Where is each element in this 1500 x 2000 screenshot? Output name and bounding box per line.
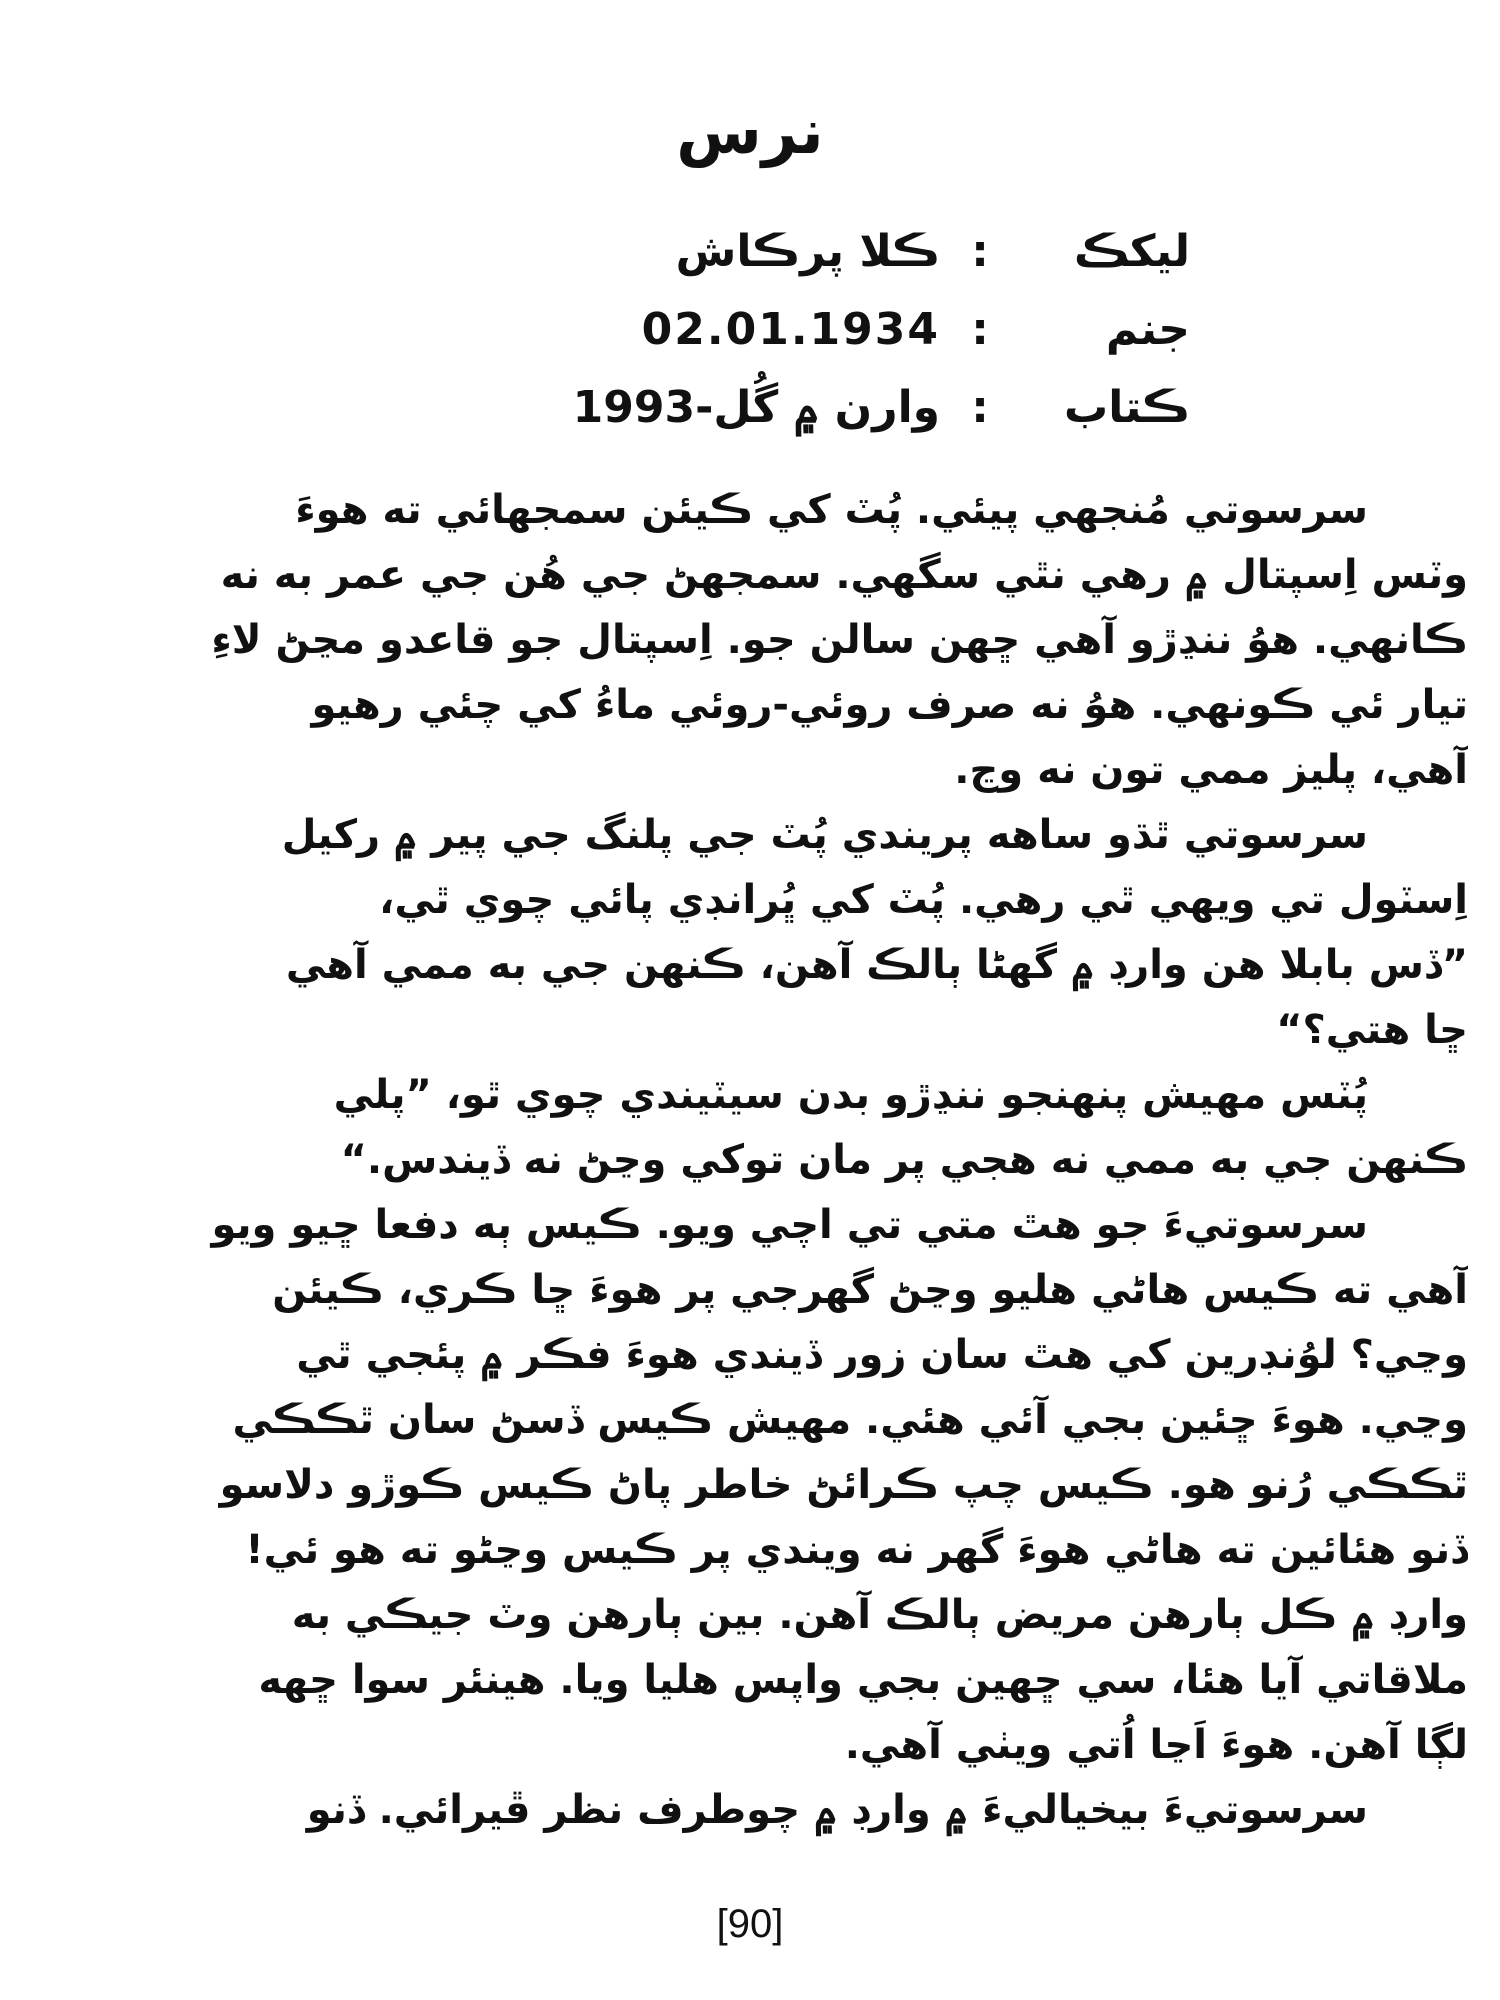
text-line: پُٽس مهيش پنهنجو ننڍڙو بدن سيٽيندي چوي ٿو، ”پلي: [333, 1072, 1368, 1118]
text-line: لڳا آهن. هوءَ اَڃا اُتي ويٺي آهي.: [844, 1722, 1468, 1768]
author-row: [430, 212, 1190, 290]
text-line: وڃي؟ لوُنڊرين کي هٿ سان زور ڏيندي هوءَ فڪر ۾ پئجي ٿي: [296, 1332, 1468, 1378]
text-line: اِسٽول تي ويهي ٿي رهي. پُٽ کي ڀُرانڊي پائي چوي ٿي،: [379, 877, 1468, 923]
text-line: آهي ته ڪيس هاڻي هليو وڃڻ گهرجي پر هوءَ ڇا ڪري، ڪيئن: [272, 1267, 1468, 1313]
text-line: وارڊ ۾ ڪل ٻارهن مريض ٻالڪ آهن. بين ٻارهن وٽ جيڪي به: [291, 1592, 1468, 1638]
text-line: وڃي. هوءَ ڇئين بجي آئي هئي. مهيش ڪيس ڏسڻ سان ٿڪڪي: [232, 1397, 1468, 1443]
text-line: وٽس اِسپتال ۾ رهي نٿي سگهي. سمجهڻ جي هُن جي عمر به نه: [220, 552, 1468, 598]
story-title: نرس: [676, 95, 824, 168]
text-line: تيار ئي ڪونهي. هوُ نه صرف روئي-روئي ماءُ کي چئي رهيو: [311, 682, 1468, 728]
text-line: سرسوتي مُنجهي پيئي. پُٽ کي ڪيئن سمجهائي ته هوءَ: [295, 487, 1368, 533]
text-line: ڪانهي. هوُ ننڍڙو آهي ڇهن سالن جو. اِسپتال جو قاعدو مڃڻ لاءِ: [211, 617, 1468, 663]
born-value: 02.01.1934: [641, 303, 940, 355]
text-line: سرسوتي ٿڌو ساهه پريندي پُٽ جي پلنگ جي پير ۾ رکيل: [281, 812, 1368, 858]
text-line: ملاقاتي آيا هئا، سي ڇهين بجي واپس هليا ويا. هينئر سوا ڇهه: [258, 1657, 1468, 1703]
born-row: [430, 290, 1190, 368]
born-colon: :: [971, 303, 989, 355]
text-line: آهي، پليز ممي تون نه وڃ.: [954, 747, 1468, 793]
text-line: ڏنو هئائين ته هاڻي هوءَ گهر نه ويندي پر ڪيس وڃڻو ته هو ئي!: [245, 1527, 1468, 1573]
text-line: سرسوتيءَ بيخياليءَ ۾ وارڊ ۾ چوطرف نظر ڦيرائي. ڏنو: [306, 1787, 1368, 1833]
text-line: ڪنهن جي به ممي نه هجي پر مان توکي وڃڻ نه ڏيندس.“: [340, 1137, 1468, 1183]
book-row: [430, 368, 1190, 446]
book-value: وارن ۾ گُل-1993: [572, 381, 940, 433]
page-number: [90]: [716, 1902, 784, 1946]
born-label: جنم: [1105, 303, 1190, 355]
author-value: ڪلا پرڪاش: [675, 225, 940, 277]
text-line: ڇا هتي؟“: [1276, 1007, 1468, 1053]
book-label: ڪتاب: [1064, 381, 1190, 433]
author-label: ليکڪ: [1074, 225, 1190, 277]
story-body: [34, 478, 1468, 1843]
book-colon: :: [971, 381, 989, 433]
author-colon: :: [971, 225, 989, 277]
text-line: ٿڪڪي رُنو هو. ڪيس چپ ڪرائڻ خاطر پاڻ ڪيس ڪوڙو دلاسو: [219, 1462, 1468, 1508]
text-line: ”ڏس بابلا هن وارڊ ۾ گهڻا ٻالڪ آهن، ڪنهن جي به ممي آهي: [285, 942, 1468, 988]
text-line: سرسوتيءَ جو هٿ متي تي اچي ويو. ڪيس ٻه دفعا ڇيو ويو: [211, 1202, 1368, 1248]
story-metadata: [430, 212, 1190, 446]
